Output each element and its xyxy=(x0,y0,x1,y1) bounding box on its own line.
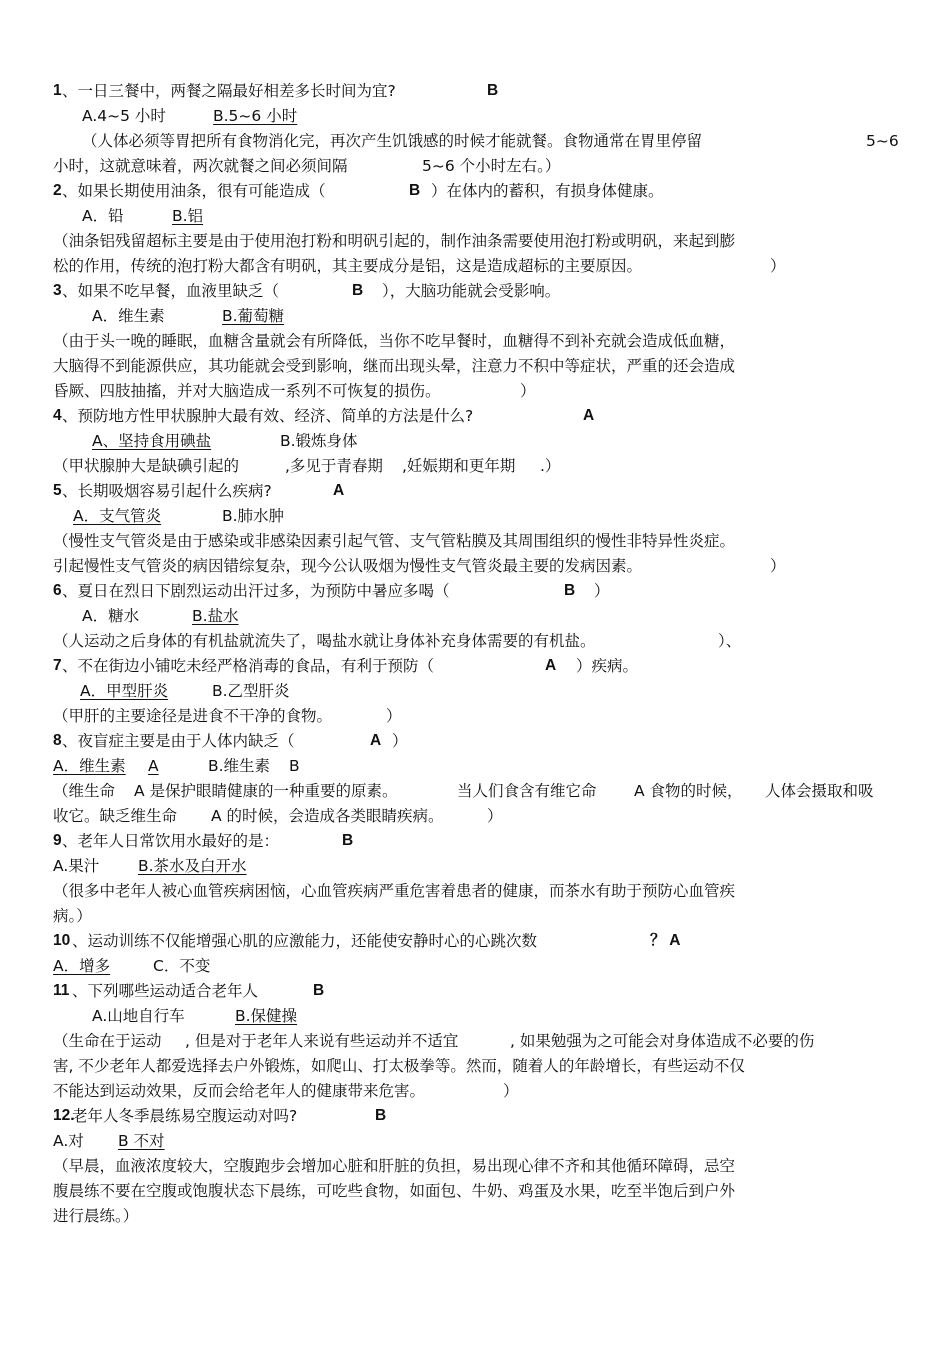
explanation-1-line-2 xyxy=(0,154,950,179)
question-number: 6 xyxy=(53,582,62,599)
explanation-text: （甲肝的主要途径是进食不干净的食物。 xyxy=(53,707,333,725)
explanation-text: 收它。缺乏维生命 xyxy=(53,807,178,825)
question-text: ）在体内的蓄积，有损身体健康。 xyxy=(431,182,664,200)
explanation-3-line-3 xyxy=(0,379,950,404)
question-text: ） xyxy=(594,582,610,600)
explanation-text: , 但是对于老年人来说有些运动并不适宜 xyxy=(185,1032,459,1050)
explanation-text: ,妊娠期和更年期 xyxy=(402,457,516,475)
options-10 xyxy=(0,954,950,979)
explanation-text: ） xyxy=(503,1082,519,1100)
option-b: B.乙型肝炎 xyxy=(212,682,290,700)
explanation-text: 昏厥、四肢抽搐，并对大脑造成一系列不可恢复的损伤。 xyxy=(53,382,441,400)
option-b: B.5~6 小时 xyxy=(213,107,298,125)
explanation-text: A 食物的时候， xyxy=(634,782,743,800)
question-7 xyxy=(0,654,950,679)
explanation-8-line-1 xyxy=(0,779,950,804)
options-7 xyxy=(0,679,950,704)
question-text: 、如果不吃早餐，血液里缺乏（ xyxy=(62,282,280,300)
question-11 xyxy=(0,979,950,1004)
explanation-5-line-2 xyxy=(0,554,950,579)
explanation-1-line-1 xyxy=(0,129,950,154)
explanation-text: （生命在于运动 xyxy=(53,1032,162,1050)
explanation-8-line-2 xyxy=(0,804,950,829)
question-number: 2 xyxy=(53,182,62,199)
answer-key: B xyxy=(564,582,576,599)
explanation-text: A 是保护眼睛健康的一种重要的原素。 xyxy=(134,782,398,800)
answer-key: B xyxy=(313,982,325,999)
question-number: 1 xyxy=(53,82,62,99)
question-number: 5 xyxy=(53,482,62,499)
explanation-text: 进行晨练。） xyxy=(53,1207,139,1225)
question-5 xyxy=(0,479,950,504)
explanation-text: ） xyxy=(487,807,503,825)
explanation-11-line-1 xyxy=(0,1029,950,1054)
question-text: 、老年人日常饮用水最好的是： xyxy=(62,832,280,850)
question-number: 8 xyxy=(53,732,62,749)
option-a: A．维生素 xyxy=(53,757,126,775)
answer-key: A xyxy=(583,407,595,424)
options-4 xyxy=(0,429,950,454)
explanation-12-line-2 xyxy=(0,1179,950,1204)
explanation-text: 大脑得不到能源供应，其功能就会受到影响，继而出现头晕，注意力不积中等症状，严重的还会造成 xyxy=(53,357,736,375)
option-b: C．不变 xyxy=(153,957,211,975)
question-text: 、一日三餐中，两餐之隔最好相差多长时间为宜? xyxy=(62,82,396,100)
options-3 xyxy=(0,304,950,329)
explanation-text: 小时，这就意味着，两次就餐之间必须间隔 xyxy=(53,157,348,175)
option-b: B.肺水肿 xyxy=(222,507,285,525)
question-number: 4 xyxy=(53,407,62,424)
explanation-text: （维生命 xyxy=(53,782,116,800)
option-a: A．铅 xyxy=(82,207,124,225)
option-a: A．甲型肝炎 xyxy=(80,682,169,700)
question-number: 3 xyxy=(53,282,62,299)
question-3 xyxy=(0,279,950,304)
explanation-text: 当人们食含有维它命 xyxy=(457,782,597,800)
answer-key: ？ A xyxy=(650,932,681,949)
answer-key: B xyxy=(487,82,499,99)
explanation-text: 害, 不少老年人都爱选择去户外锻炼，如爬山、打太极拳等。然而，随着人的年龄增长，有些运动不仅 xyxy=(53,1057,745,1075)
explanation-12-line-3 xyxy=(0,1204,950,1229)
explanation-9-line-1 xyxy=(0,879,950,904)
explanation-text: .） xyxy=(540,457,561,475)
question-text: 、不在街边小铺吃未经严格消毒的食品，有利于预防（ xyxy=(62,657,435,675)
question-10 xyxy=(0,929,950,954)
option-b: B.盐水 xyxy=(192,607,239,625)
question-text: 、夜盲症主要是由于人体内缺乏（ xyxy=(62,732,295,750)
question-1 xyxy=(0,79,950,104)
question-12 xyxy=(0,1104,950,1129)
explanation-text: （甲状腺肿大是缺碘引起的 xyxy=(53,457,240,475)
question-text: 老年人冬季晨练易空腹运动对吗? xyxy=(72,1107,298,1125)
explanation-7-line-1 xyxy=(0,704,950,729)
question-text: 、夏日在烈日下剧烈运动出汗过多，为预防中暑应多喝（ xyxy=(62,582,450,600)
explanation-text: 松的作用，传统的泡打粉大都含有明矾，其主要成分是铝，这是造成超标的主要原因。 xyxy=(53,257,643,275)
explanation-text: （人体必须等胃把所有食物消化完，再次产生饥饿感的时候才能就餐。食物通常在胃里停留 xyxy=(82,132,703,150)
explanation-11-line-2 xyxy=(0,1054,950,1079)
explanation-2-line-2 xyxy=(0,254,950,279)
explanation-5-line-1 xyxy=(0,529,950,554)
option-a: A．支气管炎 xyxy=(73,507,162,525)
explanation-4-line-1 xyxy=(0,454,950,479)
question-number: 11 xyxy=(53,982,70,999)
explanation-3-line-1 xyxy=(0,329,950,354)
option-a: A．糖水 xyxy=(82,607,140,625)
explanation-text: 引起慢性支气管炎的病因错综复杂，现今公认吸烟为慢性支气管炎最主要的发病因素。 xyxy=(53,557,643,575)
option-a: A、坚持食用碘盐 xyxy=(92,432,212,450)
explanation-text: （由于头一晚的睡眠，血糖含量就会有所降低，当你不吃早餐时，血糖得不到补充就会造成低血糖， xyxy=(53,332,736,350)
option-b: B.铝 xyxy=(172,207,204,225)
options-11 xyxy=(0,1004,950,1029)
explanation-12-line-1 xyxy=(0,1154,950,1179)
question-number: 10 xyxy=(53,932,71,949)
explanation-text: 病。） xyxy=(53,907,92,925)
explanation-text: ）、 xyxy=(718,632,742,650)
options-12 xyxy=(0,1129,950,1154)
answer-key: A xyxy=(545,657,557,674)
answer-key: B xyxy=(409,182,421,199)
explanation-text: （很多中老年人被心血管疾病困恼，心血管疾病严重危害着患者的健康，而茶水有助于预防心血管疾 xyxy=(53,882,736,900)
explanation-text: A 的时候，会造成各类眼睛疾病。 xyxy=(211,807,444,825)
option-a: A.山地自行车 xyxy=(92,1007,185,1025)
question-number: 9 xyxy=(53,832,62,849)
option-b: B.维生素 xyxy=(208,757,271,775)
options-8 xyxy=(0,754,950,779)
question-text: 、下列哪些运动适合老年人 xyxy=(72,982,259,1000)
option-b: B.茶水及白开水 xyxy=(138,857,247,875)
explanation-text: （慢性支气管炎是由于感染或非感染因素引起气管、支气管粘膜及其周围组织的慢性非特异性炎症。 xyxy=(53,532,736,550)
explanation-text: 不能达到运动效果，反而会给老年人的健康带来危害。 xyxy=(53,1082,426,1100)
question-text: 、预防地方性甲状腺肿大最有效、经济、简单的方法是什么? xyxy=(62,407,474,425)
explanation-text: 人体会摄取和吸 xyxy=(765,782,874,800)
question-text: ），大脑功能就会受影响。 xyxy=(382,282,561,300)
explanation-text: ） xyxy=(386,707,402,725)
explanation-text: , 如果勉强为之可能会对身体造成不必要的伤 xyxy=(510,1032,815,1050)
explanation-text: （人运动之后身体的有机盐就流失了，喝盐水就让身体补充身体需要的有机盐。 xyxy=(53,632,596,650)
question-number: 12. xyxy=(53,1107,75,1124)
answer-key: A xyxy=(333,482,345,499)
option-a: A．维生素 xyxy=(92,307,165,325)
option-b: B.葡萄糖 xyxy=(222,307,285,325)
explanation-text: 5~6 个小时左右。） xyxy=(422,157,561,175)
explanation-text: ） xyxy=(520,382,536,400)
explanation-text: ） xyxy=(770,257,786,275)
option-a: A.果汁 xyxy=(53,857,100,875)
question-text: 、运动训练不仅能增强心肌的应激能力，还能使安静时心的心跳次数 xyxy=(72,932,538,950)
explanation-11-line-3 xyxy=(0,1079,950,1104)
options-1 xyxy=(0,104,950,129)
option-b: B.保健操 xyxy=(235,1007,298,1025)
option-a: A.4~5 小时 xyxy=(82,107,166,125)
explanation-text: （油条铝残留超标主要是由于使用泡打粉和明矾引起的，制作油条需要使用泡打粉或明矾，来起到膨 xyxy=(53,232,736,250)
option-b: B.锻炼身体 xyxy=(280,432,358,450)
question-8 xyxy=(0,729,950,754)
explanation-text: （早晨，血液浓度较大，空腹跑步会增加心脏和肝脏的负担，易出现心律不齐和其他循环障碍，忌空 xyxy=(53,1157,736,1175)
question-6 xyxy=(0,579,950,604)
option-b-suffix: B xyxy=(289,757,300,775)
explanation-text: ） xyxy=(770,557,786,575)
options-6 xyxy=(0,604,950,629)
options-2 xyxy=(0,204,950,229)
question-2 xyxy=(0,179,950,204)
answer-key: B xyxy=(342,832,354,849)
question-number: 7 xyxy=(53,657,62,674)
question-text: 、如果长期使用油条，很有可能造成（ xyxy=(62,182,326,200)
answer-key: A xyxy=(370,732,382,749)
answer-key: B xyxy=(352,282,364,299)
question-text: ） xyxy=(392,732,408,750)
explanation-6-line-1 xyxy=(0,629,950,654)
explanation-text: 腹晨练不要在空腹或饱腹状态下晨练，可吃些食物，如面包、牛奶、鸡蛋及水果，吃至半饱后到户外 xyxy=(53,1182,736,1200)
option-a: A.对 xyxy=(53,1132,84,1150)
option-b: B 不对 xyxy=(118,1132,165,1150)
option-a: A．增多 xyxy=(53,957,111,975)
explanation-text: ,多见于青春期 xyxy=(285,457,383,475)
answer-key: B xyxy=(375,1107,387,1124)
explanation-text: 5~6 xyxy=(866,132,899,150)
question-text: ）疾病。 xyxy=(576,657,639,675)
option-a-suffix: A xyxy=(148,757,159,775)
explanation-2-line-1 xyxy=(0,229,950,254)
question-4 xyxy=(0,404,950,429)
explanation-9-line-2 xyxy=(0,904,950,929)
options-5 xyxy=(0,504,950,529)
question-text: 、长期吸烟容易引起什么疾病? xyxy=(62,482,272,500)
question-9 xyxy=(0,829,950,854)
options-9 xyxy=(0,854,950,879)
explanation-3-line-2 xyxy=(0,354,950,379)
